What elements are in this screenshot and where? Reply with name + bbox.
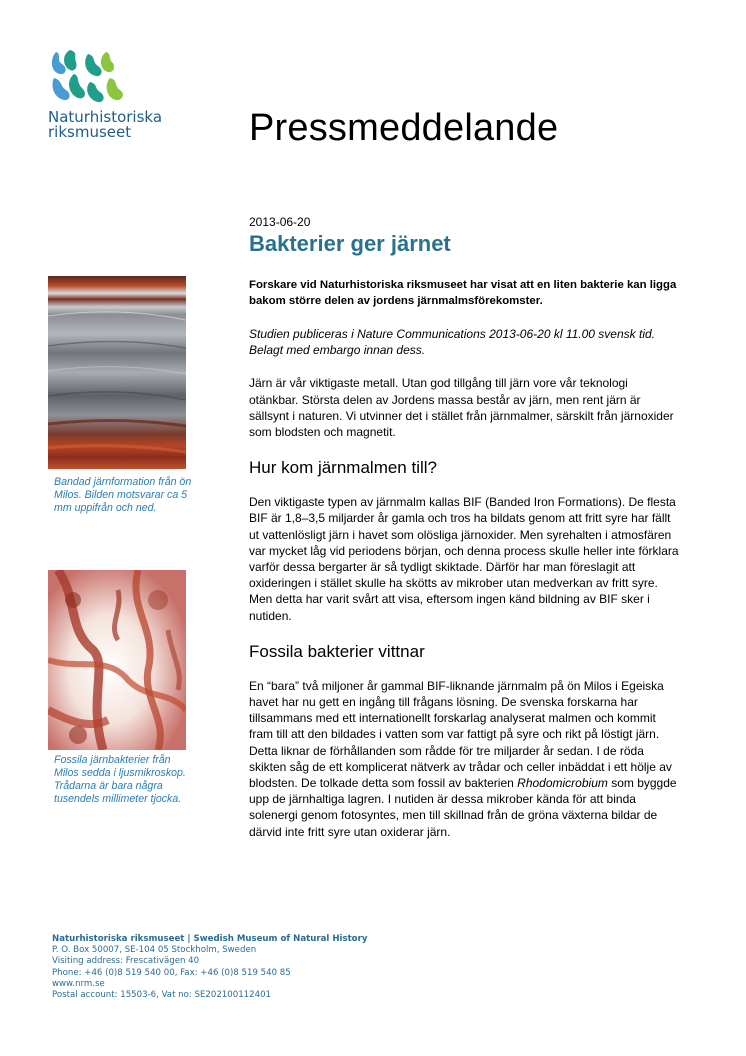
article-body <box>249 278 679 857</box>
section-heading-2: Fossila bakterier vittnar <box>249 641 425 661</box>
footer-phone: Phone: +46 (0)8 519 540 00, Fax: +46 (0)8 519 540 85 <box>52 967 291 978</box>
footer-title: Naturhistoriska riksmuseet | Swedish Museum of Natural History <box>52 934 368 944</box>
page-title: Pressmeddelande <box>249 107 559 149</box>
lead-paragraph: Forskare vid Naturhistoriska riksmuseet har visat att en liten bakterie kan ligga bakom större delen av jordens järnmalmsförekomster. <box>249 279 677 307</box>
museum-logo <box>48 48 168 140</box>
section-1-paragraph: Den viktigaste typen av järnmalm kallas BIF (Banded Iron Formations). De flesta BIF är 1,8–3,5 miljarder år gamla och tros ha bildats genom att fritt syre har fällt ut vattenlösligt järn i havet som olösliga järnoxider. Men syrehalten i atmosfären var mycket låg vid periodens början, och denna process skulle heller inte förklara varför dessa bergarter är så tydligt skiktade. Därför har man föreslagit att oxideringen i stället skulle ha skötts av mikrober utan medverkan av fritt syre. Men detta har varit svårt att visa, eftersom ingen känd bildning av BIF sker i nutiden. <box>249 495 679 623</box>
footer-website: www.nrm.se <box>52 978 105 989</box>
image-caption-2: Fossila järnbakterier från Milos sedda i ljusmikroskop. Trådarna är bara några tusendels millimeter tjocka. <box>54 754 186 805</box>
section-heading-1: Hur kom järnmalmen till? <box>249 458 437 478</box>
section-2-paragraph <box>249 678 679 840</box>
logo-text-line1: Naturhistoriska <box>48 108 163 126</box>
image-caption-1: Bandad järnformation från ön Milos. Bilden motsvarar ca 5 mm uppifrån och ned. <box>54 476 192 514</box>
logo-mark-icon <box>48 48 128 104</box>
headline: Bakterier ger järnet <box>249 231 451 256</box>
banded-iron-formation-image <box>48 276 186 469</box>
release-date: 2013-06-20 <box>249 215 311 229</box>
intro-paragraph: Järn är vår viktigaste metall. Utan god tillgång till järn vore vår teknologi otänkbar. Största delen av Jordens massa består av järn, men rent järn är sällsynt i naturen. Vi utvinner det i stället från järnmalmer, särskilt från järnoxider som blodsten och magnetit. <box>249 376 674 440</box>
embargo-note: Studien publiceras i Nature Communications 2013-06-20 kl 11.00 svensk tid. Belagt med embargo innan dess. <box>249 327 655 358</box>
footer <box>52 934 367 1001</box>
logo-text-line2: riksmuseet <box>48 123 132 141</box>
footer-visiting-address: Visiting address: Frescativägen 40 <box>52 956 200 967</box>
footer-postal-account: Postal account: 15503-6, Vat no: SE202100112401 <box>52 990 272 1001</box>
species-name: Rhodomicrobium <box>517 776 608 791</box>
section-2-text-a: En “bara” två miljoner år gammal BIF-liknande järnmalm på ön Milos i Egeiska havet har nu gett en ingång till frågans lösning. De svenska forskarna har tillsammans med ett internationellt forskarlag analyserat malmen och kommit fram till att den bildades i vatten som var fattigt på syre och rikt på löstigt järn. Detta liknar de förhållanden som rådde för tre miljarder år sedan. I de röda skikten såg de ett komplicerat nätverk av trådar och celler inbäddat i ett hölje av blodsten. De tolkade detta som fossil av bakterien <box>249 678 672 791</box>
footer-address: P. O. Box 50007, SE-104 05 Stockholm, Sweden <box>52 945 257 956</box>
section-2-text-b: som byggde upp de järnhaltiga lagren. I nutiden är dessa mikrober kända för att binda solenergi genom fotosyntes, men till skillnad från de gröna växterna bildar de därvid inte fritt syre utan oxiderar järn. <box>249 776 677 839</box>
fossil-bacteria-image <box>48 570 186 750</box>
